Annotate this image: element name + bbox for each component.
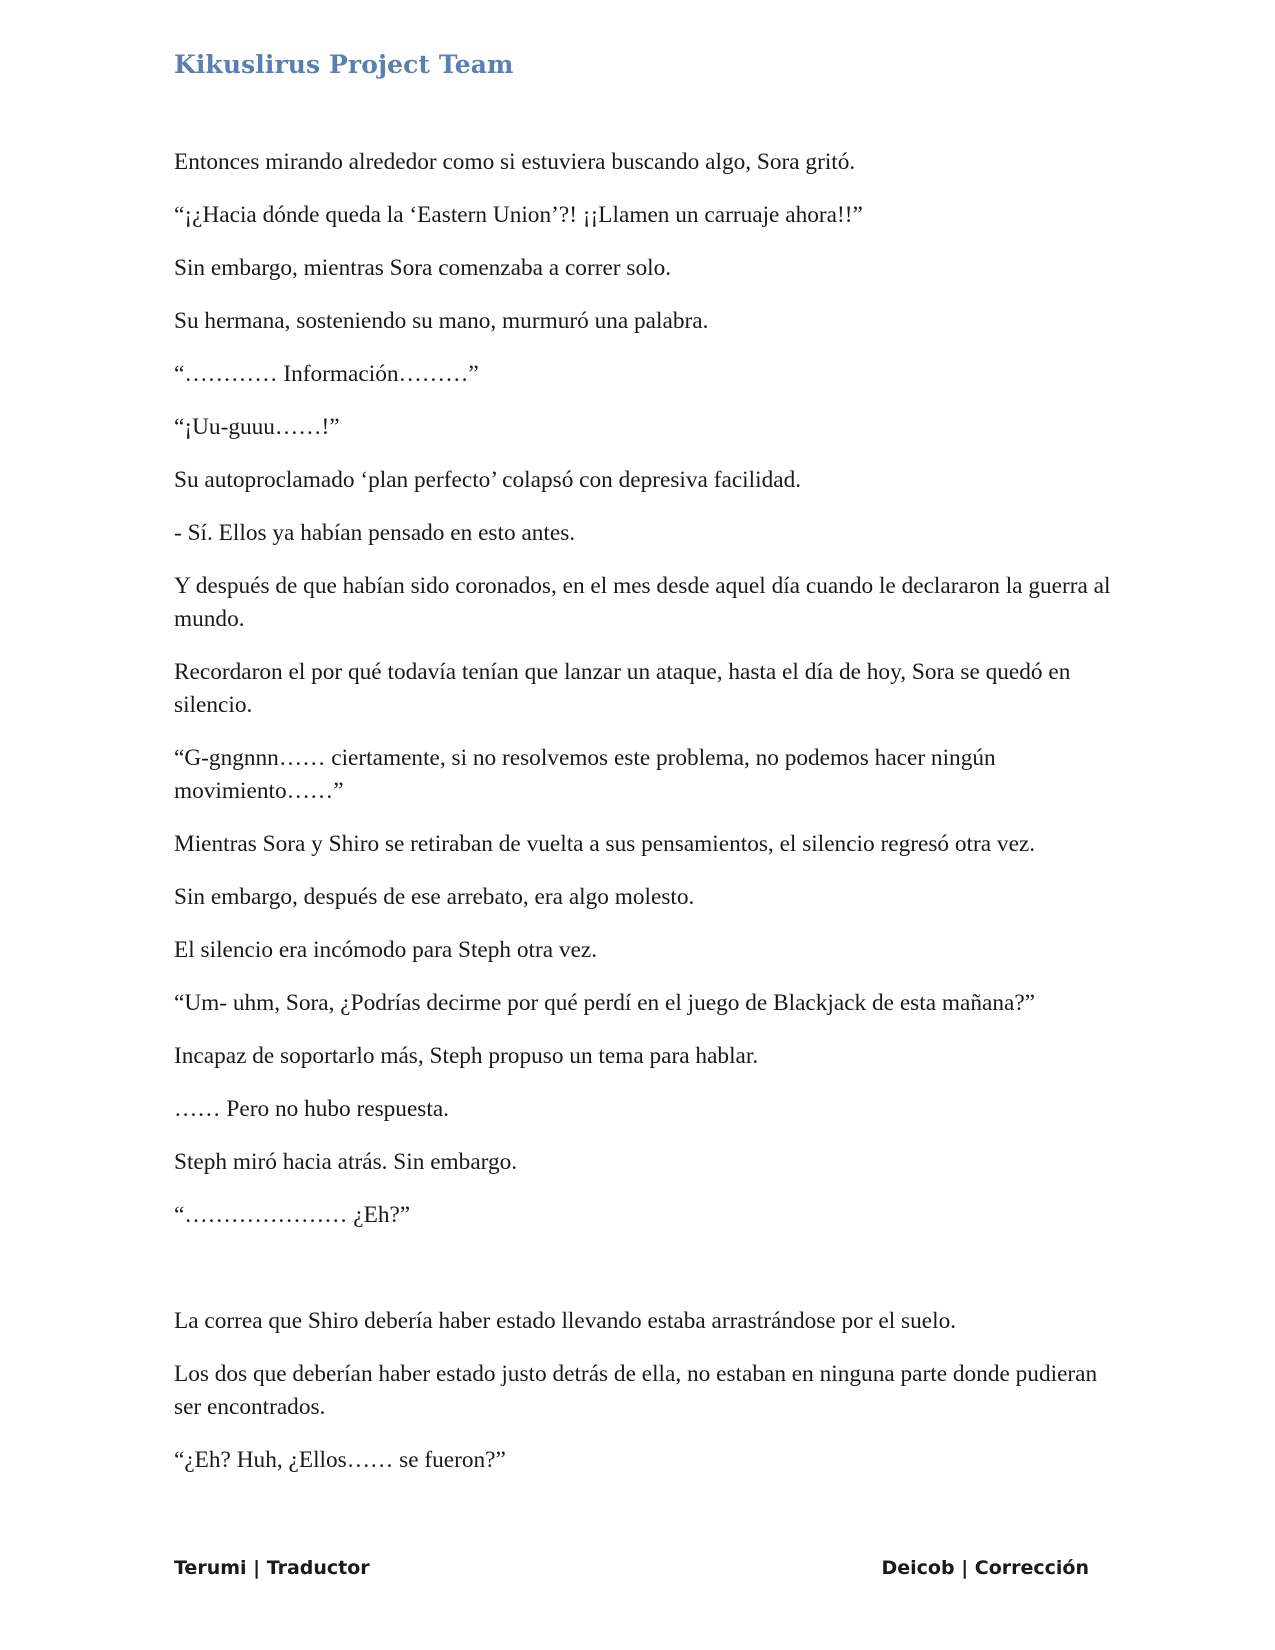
paragraph: “¡Uu-guuu……!” (174, 414, 340, 440)
document-body (174, 146, 1114, 1497)
paragraph: Recordaron el por qué todavía tenían que lanzar un ataque, hasta el día de hoy, Sora se quedó en silencio. (174, 659, 1071, 718)
footer-proofreader-credit: Deicob | Corrección (881, 1557, 1089, 1579)
paragraph: Su autoproclamado ‘plan perfecto’ colapsó con depresiva facilidad. (174, 467, 802, 493)
paragraph: Sin embargo, mientras Sora comenzaba a correr solo. (174, 255, 672, 281)
paragraph: Incapaz de soportarlo más, Steph propuso un tema para hablar. (174, 1043, 759, 1069)
paragraph: “………… Información………” (174, 361, 479, 387)
paragraph: “¿Eh? Huh, ¿Ellos…… se fueron?” (174, 1447, 506, 1473)
paragraph: “¡¿Hacia dónde queda la ‘Eastern Union’?! ¡¡Llamen un carruaje ahora!!” (174, 202, 863, 228)
paragraph: Sin embargo, después de ese arrebato, era algo molesto. (174, 884, 695, 910)
paragraph: Los dos que deberían haber estado justo detrás de ella, no estaban en ninguna parte donde pudieran ser encontrados. (174, 1361, 1098, 1420)
paragraph: …… Pero no hubo respuesta. (174, 1096, 449, 1122)
paragraph: Y después de que habían sido coronados, en el mes desde aquel día cuando le declararon la guerra al mundo. (174, 573, 1111, 632)
page-footer (174, 1557, 1089, 1579)
paragraph: Mientras Sora y Shiro se retiraban de vuelta a sus pensamientos, el silencio regresó otra vez. (174, 831, 1036, 857)
paragraph: - Sí. Ellos ya habían pensado en esto antes. (174, 520, 576, 546)
footer-translator-credit: Terumi | Traductor (174, 1557, 370, 1579)
scene-break (174, 1252, 1114, 1285)
page-header-title: Kikuslirus Project Team (174, 50, 514, 79)
paragraph: “………………… ¿Eh?” (174, 1202, 411, 1228)
paragraph: Steph miró hacia atrás. Sin embargo. (174, 1149, 518, 1175)
paragraph: “G-gngnnn…… ciertamente, si no resolvemos este problema, no podemos hacer ningún movimiento……” (174, 745, 996, 804)
paragraph: La correa que Shiro debería haber estado llevando estaba arrastrándose por el suelo. (174, 1308, 957, 1334)
paragraph: “Um- uhm, Sora, ¿Podrías decirme por qué perdí en el juego de Blackjack de esta mañana?” (174, 990, 1036, 1016)
paragraph: Su hermana, sosteniendo su mano, murmuró una palabra. (174, 308, 709, 334)
paragraph: Entonces mirando alrededor como si estuviera buscando algo, Sora gritó. (174, 149, 856, 175)
paragraph: El silencio era incómodo para Steph otra vez. (174, 937, 598, 963)
